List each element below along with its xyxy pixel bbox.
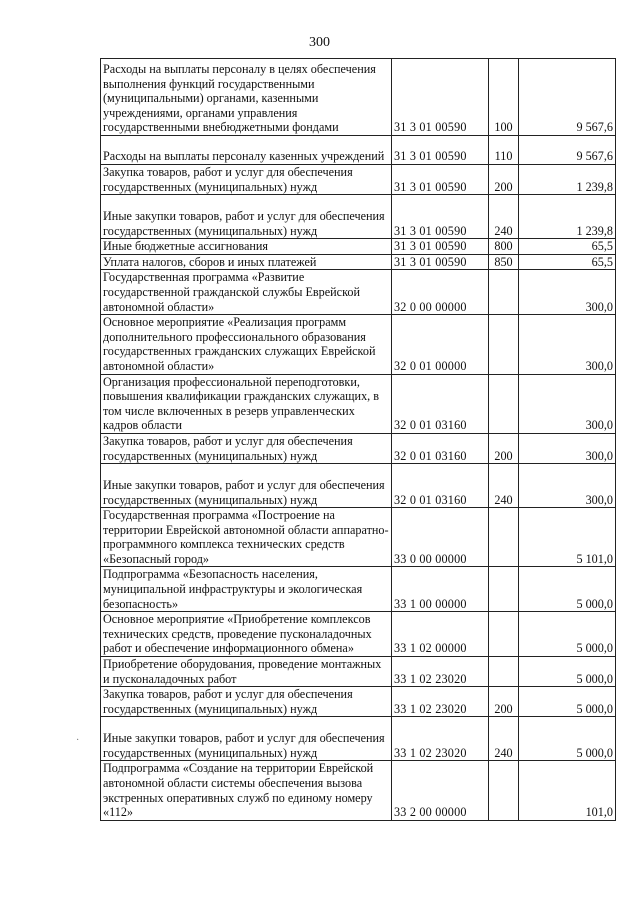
budget-table-body: [101, 59, 616, 821]
name-cell: Приобретение оборудования, проведение монтажных и пусконаладочных работ: [101, 657, 392, 687]
expense-type-cell: 100: [489, 59, 519, 136]
name-cell: Расходы на выплаты персоналу казенных учреждений: [101, 136, 392, 165]
expense-type-cell: [489, 270, 519, 315]
expense-type-cell: 850: [489, 254, 519, 270]
amount-cell: 5 000,0: [519, 567, 616, 612]
amount-cell: 300,0: [519, 464, 616, 508]
amount-cell: 5 101,0: [519, 508, 616, 567]
target-article-cell: 31 3 01 00590: [392, 59, 489, 136]
expense-type-cell: [489, 761, 519, 820]
amount-cell: 5 000,0: [519, 717, 616, 761]
amount-cell: 5 000,0: [519, 657, 616, 687]
expense-type-cell: [489, 374, 519, 433]
target-article-cell: 32 0 01 03160: [392, 464, 489, 508]
target-article-cell: 32 0 00 00000: [392, 270, 489, 315]
target-article-cell: 33 2 00 00000: [392, 761, 489, 820]
amount-cell: 9 567,6: [519, 59, 616, 136]
amount-cell: 300,0: [519, 315, 616, 374]
name-cell: Расходы на выплаты персоналу в целях обеспечения выполнения функций государственными (муниципальными) органами, казенными учреждениями, органами управления государственными внебюджетными фондами: [101, 59, 392, 136]
name-cell: Иные закупки товаров, работ и услуг для обеспечения государственных (муниципальных) нужд: [101, 717, 392, 761]
name-cell: Организация профессиональной переподготовки, повышения квалификации гражданских служащих, в том числе включенных в резерв управленческих кадров области: [101, 374, 392, 433]
expense-type-cell: [489, 508, 519, 567]
target-article-cell: 31 3 01 00590: [392, 165, 489, 195]
name-cell: Уплата налогов, сборов и иных платежей: [101, 254, 392, 270]
amount-cell: 65,5: [519, 254, 616, 270]
expense-type-cell: 800: [489, 239, 519, 255]
name-cell: Закупка товаров, работ и услуг для обеспечения государственных (муниципальных) нужд: [101, 165, 392, 195]
amount-cell: 1 239,8: [519, 195, 616, 239]
target-article-cell: 32 0 01 03160: [392, 433, 489, 463]
page-number: 300: [309, 35, 330, 50]
amount-cell: 300,0: [519, 374, 616, 433]
table-row: [101, 433, 616, 463]
table-row: [101, 239, 616, 255]
expense-type-cell: 200: [489, 433, 519, 463]
amount-cell: 5 000,0: [519, 687, 616, 717]
target-article-cell: 31 3 01 00590: [392, 195, 489, 239]
expense-type-cell: [489, 315, 519, 374]
table-row: [101, 270, 616, 315]
table-row: [101, 315, 616, 374]
target-article-cell: 32 0 01 03160: [392, 374, 489, 433]
target-article-cell: 33 1 02 23020: [392, 687, 489, 717]
amount-cell: 1 239,8: [519, 165, 616, 195]
target-article-cell: 33 1 02 00000: [392, 612, 489, 657]
table-row: [101, 612, 616, 657]
amount-cell: 300,0: [519, 433, 616, 463]
table-row: [101, 136, 616, 165]
expense-type-cell: [489, 567, 519, 612]
table-row: [101, 165, 616, 195]
expense-type-cell: 200: [489, 165, 519, 195]
name-cell: Основное мероприятие «Реализация программ дополнительного профессионального образования государственных гражданских служащих Еврейской автономной области»: [101, 315, 392, 374]
table-row: [101, 567, 616, 612]
target-article-cell: 33 0 00 00000: [392, 508, 489, 567]
target-article-cell: 33 1 00 00000: [392, 567, 489, 612]
name-cell: Подпрограмма «Создание на территории Еврейской автономной области системы обеспечения вызова экстренных оперативных служб по единому номеру «112»: [101, 761, 392, 820]
amount-cell: 5 000,0: [519, 612, 616, 657]
table-row: [101, 374, 616, 433]
target-article-cell: 31 3 01 00590: [392, 136, 489, 165]
name-cell: Государственная программа «Построение на территории Еврейской автономной области аппаратно-программного комплекса технических средств «Безопасный город»: [101, 508, 392, 567]
table-row: [101, 254, 616, 270]
amount-cell: 101,0: [519, 761, 616, 820]
expense-type-cell: 240: [489, 717, 519, 761]
table-row: [101, 464, 616, 508]
amount-cell: 65,5: [519, 239, 616, 255]
name-cell: Иные закупки товаров, работ и услуг для обеспечения государственных (муниципальных) нужд: [101, 464, 392, 508]
expense-type-cell: 240: [489, 195, 519, 239]
target-article-cell: 32 0 01 00000: [392, 315, 489, 374]
amount-cell: 300,0: [519, 270, 616, 315]
target-article-cell: 31 3 01 00590: [392, 254, 489, 270]
expense-type-cell: 200: [489, 687, 519, 717]
amount-cell: 9 567,6: [519, 136, 616, 165]
budget-table: [100, 58, 616, 821]
target-article-cell: 31 3 01 00590: [392, 239, 489, 255]
table-row: [101, 195, 616, 239]
expense-type-cell: 110: [489, 136, 519, 165]
name-cell: Закупка товаров, работ и услуг для обеспечения государственных (муниципальных) нужд: [101, 433, 392, 463]
name-cell: Закупка товаров, работ и услуг для обеспечения государственных (муниципальных) нужд: [101, 687, 392, 717]
name-cell: Иные закупки товаров, работ и услуг для обеспечения государственных (муниципальных) нужд: [101, 195, 392, 239]
table-row: [101, 761, 616, 820]
name-cell: Иные бюджетные ассигнования: [101, 239, 392, 255]
table-row: [101, 717, 616, 761]
table-row: [101, 508, 616, 567]
name-cell: Подпрограмма «Безопасность населения, муниципальной инфраструктуры и экологическая безопасность»: [101, 567, 392, 612]
target-article-cell: 33 1 02 23020: [392, 657, 489, 687]
name-cell: Основное мероприятие «Приобретение комплексов технических средств, проведение пусконаладочных работ и обеспечение информационного обмена»: [101, 612, 392, 657]
table-row: [101, 657, 616, 687]
expense-type-cell: 240: [489, 464, 519, 508]
expense-type-cell: [489, 657, 519, 687]
table-row: [101, 59, 616, 136]
table-row: [101, 687, 616, 717]
expense-type-cell: [489, 612, 519, 657]
margin-mark: ·: [76, 735, 80, 746]
name-cell: Государственная программа «Развитие государственной гражданской службы Еврейской автономной области»: [101, 270, 392, 315]
target-article-cell: 33 1 02 23020: [392, 717, 489, 761]
